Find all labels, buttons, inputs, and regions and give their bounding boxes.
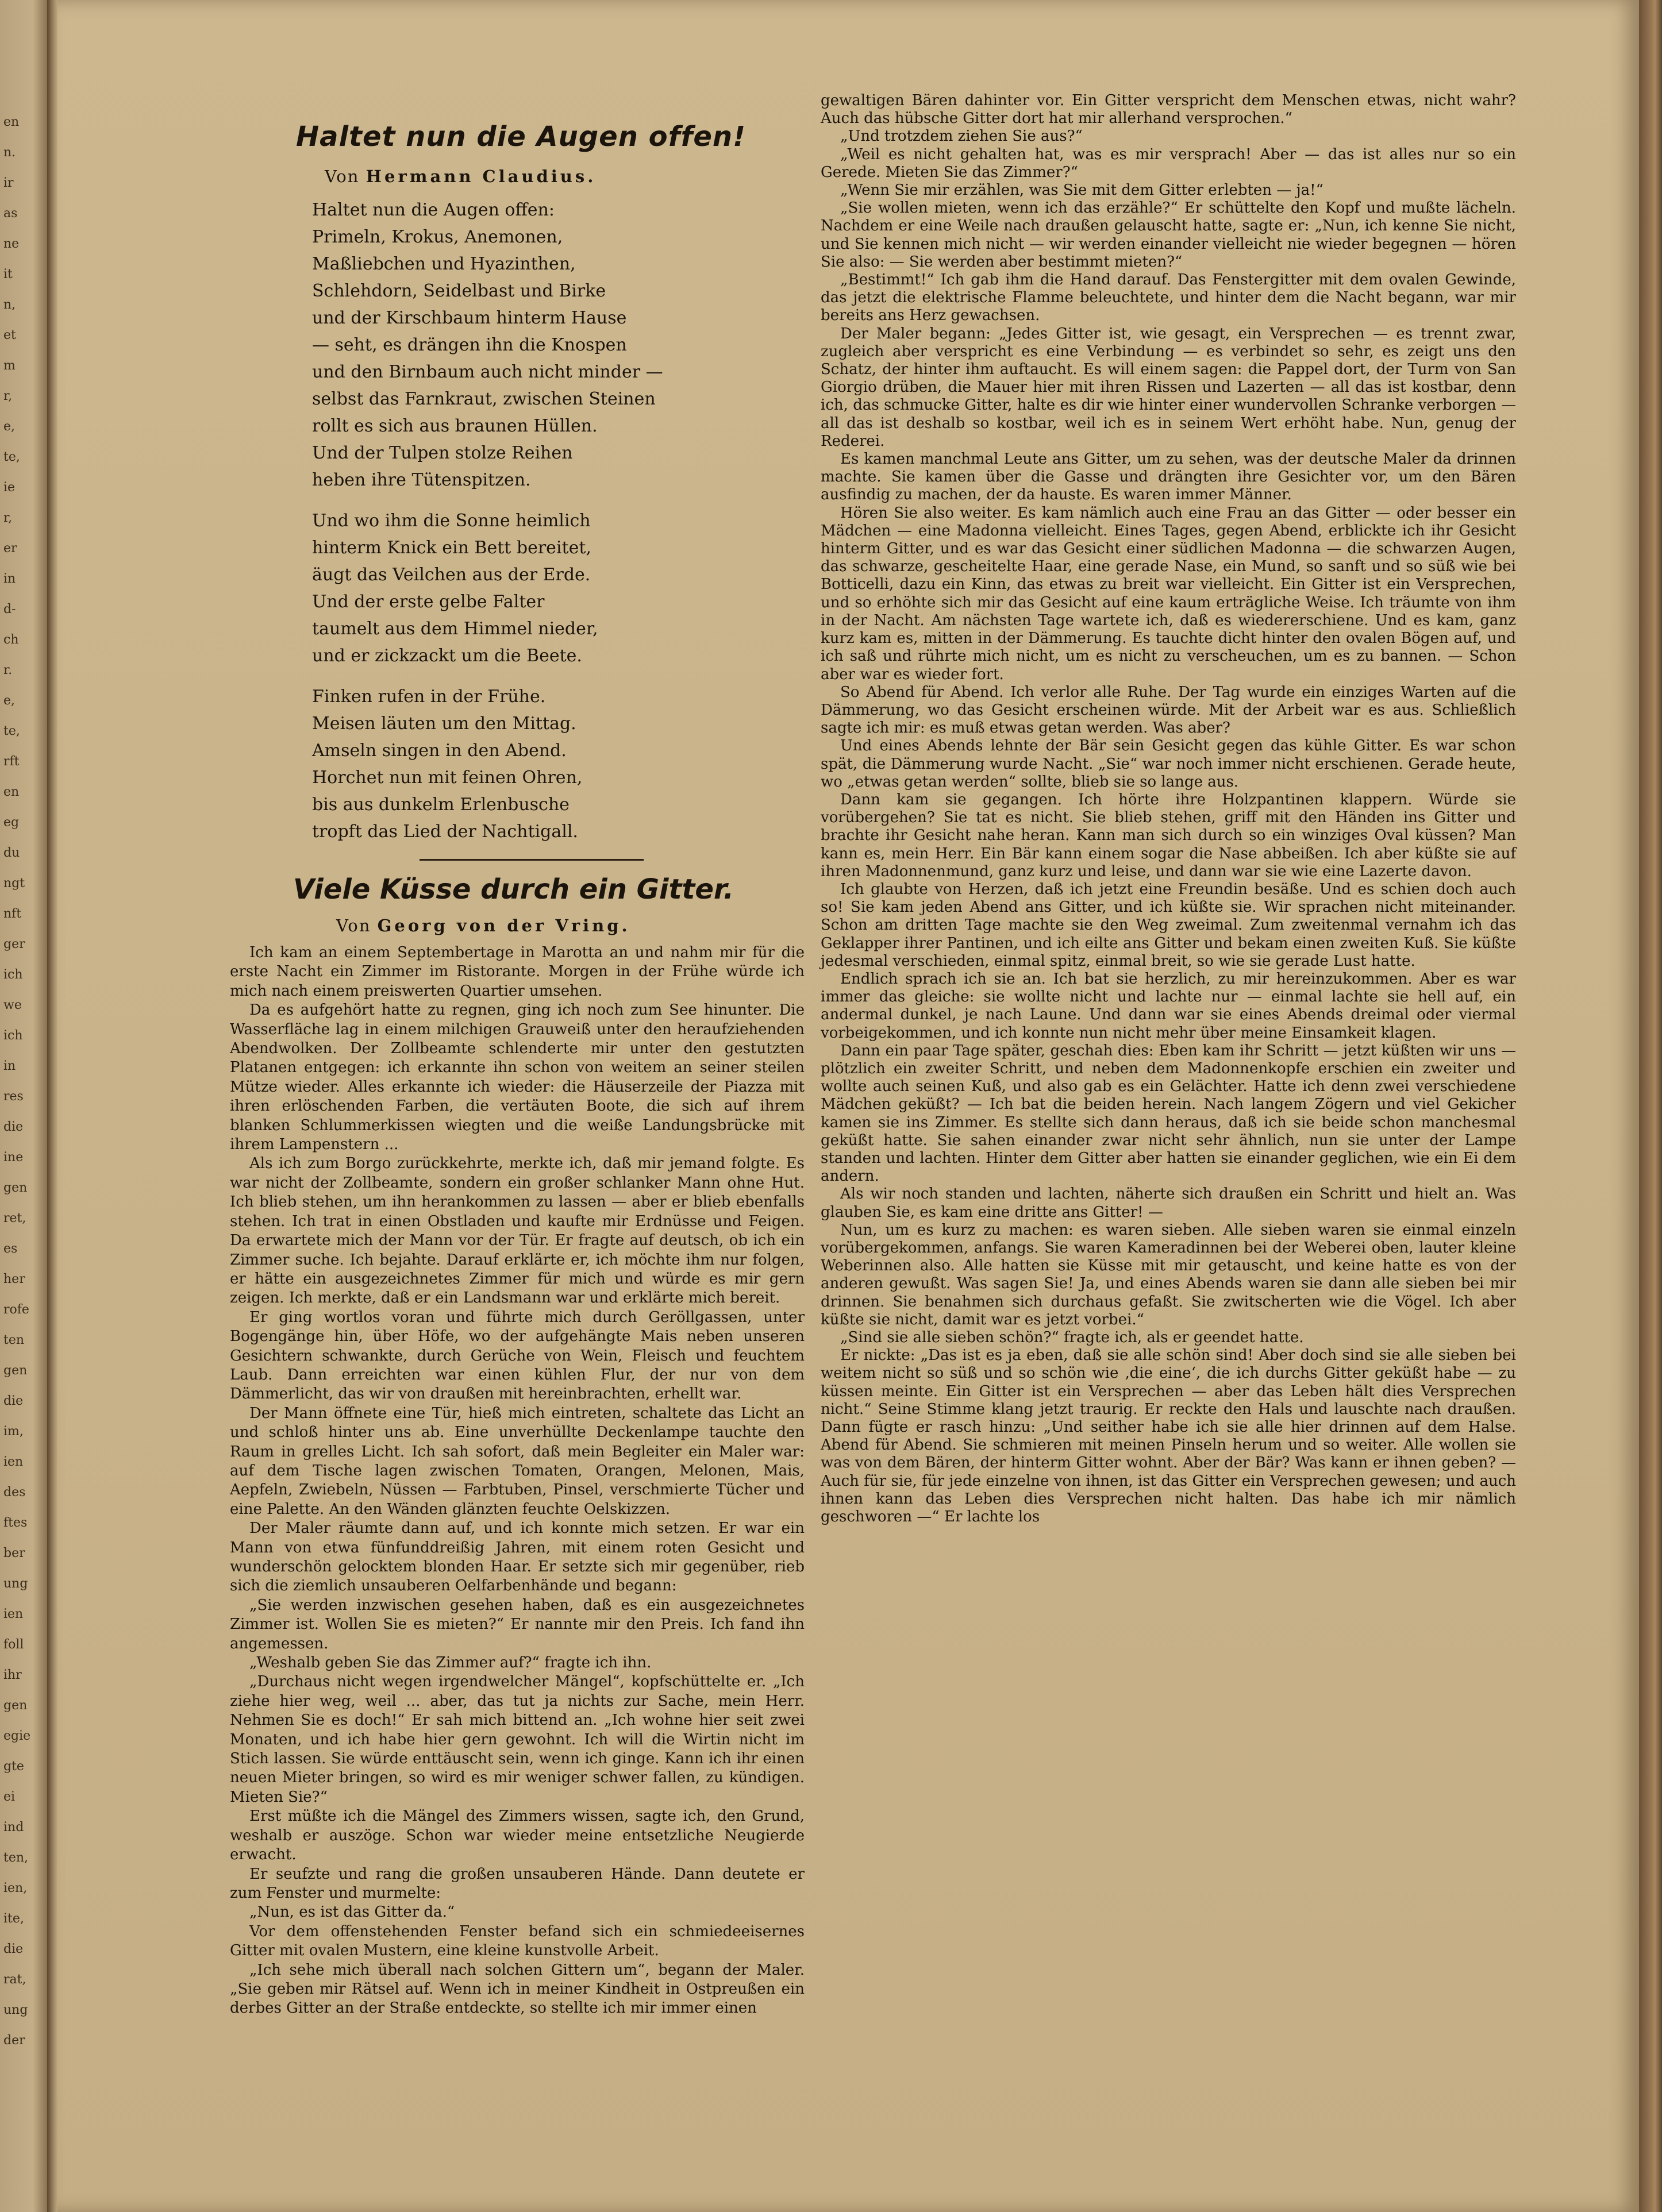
story-author: Georg von der Vring.	[377, 916, 630, 935]
previous-page-fragment: ind	[3, 1820, 24, 1835]
story-paragraph: „Sie werden inzwischen gesehen haben, daß es ein ausgezeichnetes Zimmer ist. Wollen Sie es mieten?“ Er nannte mir den Preis. Ich fand ihn angemessen.	[230, 1596, 805, 1652]
previous-page-fragment: er	[3, 541, 17, 556]
book-binding-edge	[1639, 0, 1662, 2212]
story-paragraph: „Sie wollen mieten, wenn ich das erzähle?“ Er schüttelte den Kopf und mußte lächeln. Nachdem er eine Weile nach draußen gelauscht hatte, sagte er: „Nun, ich kenne Sie nicht, und Sie kennen mich nicht — wir werden einander vielleicht nie wieder begegnen — hören Sie also: — Sie werden aber bestimmt mieten?“	[821, 199, 1516, 271]
previous-page-fragment: ien	[3, 1607, 24, 1621]
story-paragraph: Da es aufgehört hatte zu regnen, ging ich noch zum See hinunter. Die Wasserfläche lag in einem milchigen Grauweiß unter den heraufziehenden Abendwolken. Der Zollbeamte schlenderte mir unter den gestutzten Platanen entgegen: ich erkannte ihn schon von weitem an seiner steilen Mütze wieder. Alles erkannte ich wieder: die Häuserzeile der Piazza mit ihren erlöschenden Farben, die vertäuten Boote, die sich auf ihrem blanken Schlummerkissen wiegten und die weiße Landungsbrücke mit ihrem Lampenstern ...	[230, 1001, 805, 1154]
previous-page-fragment: n,	[3, 298, 16, 312]
previous-page-fragment: du	[3, 846, 20, 860]
story-paragraph: „Wenn Sie mir erzählen, was Sie mit dem Gitter erlebten — ja!“	[840, 182, 1324, 199]
story-paragraph: Der Maler begann: „Jedes Gitter ist, wie gesagt, ein Versprechen — es trennt zwar, zugleich aber verspricht es eine Verbindung — es verbindet so sehr, es zeigt uns den Schatz, der hinter ihm auftaucht. Es will einem sagen: die Pappel dort, der Turm von San Giorgio drüben, die Mauer hier mit ihren Rissen und Lazerten — all das ist kostbar, denn ich, das schmucke Gitter, halte es dir wie hinter einer wundervollen Schranke verborgen — all das ist deshalb so kostbar, weil ich es in seinem Wert erhöht habe. Nun, genug der Rederei.	[821, 325, 1516, 450]
previous-page-fragment: ich	[3, 968, 23, 982]
previous-page-fragment: e,	[3, 693, 16, 708]
previous-page-fragment: im,	[3, 1424, 24, 1439]
previous-page-fragment: der	[3, 2033, 25, 2048]
previous-page-fragment: es	[3, 1242, 18, 1256]
story-paragraph: „Nun, es ist das Gitter da.“	[249, 1903, 455, 1921]
poem-stanza	[312, 196, 805, 494]
story-paragraph: Und eines Abends lehnte der Bär sein Gesicht gegen das kühle Gitter. Es war schon spät, die Dämmerung wurde Nacht. „Sie“ war noch immer nicht erschienen. Gerade heute, wo „etwas getan werden“ sollte, blieb sie so lange aus.	[821, 737, 1516, 791]
poem-line: Und wo ihm die Sonne heimlich	[312, 511, 591, 531]
story-paragraph: Ich kam an einem Septembertage in Marotta an und nahm mir für die erste Nacht ein Zimmer im Ristorante. Morgen in der Frühe würde ich mich nach einem preiswerten Quartier umsehen.	[230, 944, 805, 1000]
previous-page-fragment: ger	[3, 937, 25, 951]
previous-page-fragment: res	[3, 1089, 24, 1104]
poem-line: Haltet nun die Augen offen:	[312, 200, 555, 220]
poem-line: tropft das Lied der Nachtigall.	[312, 822, 578, 842]
previous-page-fragment: ihr	[3, 1668, 22, 1682]
story-paragraph: „Und trotzdem ziehen Sie aus?“	[840, 128, 1083, 145]
poem-stanza	[312, 507, 805, 669]
previous-page-fragment: ite,	[3, 1912, 24, 1926]
previous-page-fragment: rft	[3, 754, 20, 769]
previous-page-fragment: ngt	[3, 876, 25, 891]
previous-page-fragment: her	[3, 1272, 25, 1286]
story-paragraph: Endlich sprach ich sie an. Ich bat sie herzlich, zu mir hereinzukommen. Aber es war immer das gleiche: sie wollte nicht und lachte nur — einmal lachte sie hell auf, ein andermal dunkel, je nach Laune. Und dann war sie eines Abends dreimal oder viermal vorbeigekommen, und ich konnte nun nicht mehr über meine Einsamkeit klagen.	[821, 970, 1516, 1042]
previous-page-fragment: in	[3, 1059, 16, 1073]
story-paragraph: Vor dem offenstehenden Fenster befand sich ein schmiedeeisernes Gitter mit ovalen Mustern, eine kleine kunstvolle Arbeit.	[230, 1922, 805, 1960]
story-paragraph: Hören Sie also weiter. Es kam nämlich auch eine Frau an das Gitter — oder besser ein Mädchen — eine Madonna vielleicht. Eines Tages, gegen Abend, erblickte ich ihr Gesicht hinterm Gitter, und es war das Gesicht einer südlichen Madonna — die schwarzen Augen, das schwarze, gescheitelte Haar, eine gerade Nase, ein Mund, so sanft und so süß wie bei Botticelli, dazu ein Kinn, das etwas zu breit war vielleicht. Ein Gitter ist ein Versprechen, und so erhöhte sich mir das Gesicht auf eine kaum erträgliche Weise. Ich träumte von ihm in der Nacht. Am nächsten Tage wartete ich, daß es wiedererschiene. Und es kam, ganz kurz kam es, mitten in der Dämmerung. Es tauchte dicht hinter den ovalen Bögen auf, und ich saß und rührte mich nicht, um es nicht zu verscheuchen, um es zu bannen. — Schon aber war es wieder fort.	[821, 504, 1516, 683]
story-paragraph: Der Maler räumte dann auf, und ich konnte mich setzen. Er war ein Mann von etwa fünfunddreißig Jahren, mit einem roten Gesicht und wunderschön gelocktem blonden Haar. Er setzte sich mir gegenüber, rieb sich die ziemlich unsauberen Oelfarbenhände und begann:	[230, 1520, 805, 1595]
book-gutter	[47, 0, 57, 2212]
story-text-right	[821, 92, 1516, 1526]
poem-line: — seht, es drängen ihn die Knospen	[312, 335, 627, 355]
poem-line: bis aus dunkelm Erlenbusche	[312, 795, 570, 815]
story-paragraph: „Weil es nicht gehalten hat, was es mir versprach! Aber — das ist alles nur so ein Gerede. Mieten Sie das Zimmer?“	[821, 145, 1516, 181]
story-title: Viele Küsse durch ein Gitter.	[293, 873, 734, 905]
previous-page-fragment: ftes	[3, 1516, 28, 1530]
poem-line: Horchet nun mit feinen Ohren,	[312, 768, 583, 788]
section-divider	[420, 859, 644, 861]
story-byline	[336, 916, 805, 935]
story-paragraph: Der Mann öffnete eine Tür, hieß mich eintreten, schaltete das Licht an und schloß hinter uns ab. Eine unverhüllte Deckenlampe tauchte den Raum in grelles Licht. Ich sah sofort, daß mein Begleiter ein Maler war: auf dem Tische lagen zwischen Tomaten, Orangen, Melonen, Mais, Aepfeln, Zwiebeln, Nüssen — Farbtuben, Pinsel, verschmierte Tücher und eine Palette. An den Wänden glänzten feuchte Oelskizzen.	[230, 1404, 805, 1518]
previous-page-fragment: rat,	[3, 1972, 26, 1987]
story-paragraph: Er ging wortlos voran und führte mich durch Geröllgassen, unter Bogengänge hin, über Höfe, wo der aufgehängte Mais neben unseren Gesichtern schwankte, durch Gerüche von Wein, Fleisch und feuchtem Laub. Dann erreichten war einen kühlen Flur, der nur von dem Dämmerlicht, das wir von draußen mit hereinbrachten, erhellt war.	[230, 1308, 805, 1403]
previous-page-fragment: in	[3, 572, 16, 586]
story-paragraph: „Sind sie alle sieben schön?“ fragte ich, als er geendet hatte.	[840, 1329, 1304, 1347]
left-column	[230, 121, 805, 2143]
poem-byline	[325, 167, 805, 186]
poem-line: Meisen läuten um den Mittag.	[312, 714, 576, 734]
story-paragraph: Nun, um es kurz zu machen: es waren sieben. Alle sieben waren sie einmal einzeln vorübergekommen, anfangs. Sie waren Kameradinnen bei der Weberei oben, lauter kleine Weberinnen also. Alle hatten sie Küsse mit mir getauscht, und keine hatte es von der anderen gewußt. Was sagen Sie! Ja, und eines Abends waren sie dann alle sieben bei mir drinnen. Sie benahmen sich durchaus gefaßt. Sie zwitscherten wie die Vögel. Ich aber küßte sie nicht, damit war es jetzt vorbei.“	[821, 1221, 1516, 1328]
previous-page-fragment: gen	[3, 1698, 28, 1713]
previous-page-fragment: gte	[3, 1759, 24, 1774]
poem-line: Und der erste gelbe Falter	[312, 592, 545, 612]
story-paragraph: Dann kam sie gegangen. Ich hörte ihre Holzpantinen klappern. Würde sie vorübergehen? Sie tat es nicht. Sie blieb stehen, griff mit den Händen ins Gitter und brachte ihr Gesicht nahe heran. Kann man sich durch so ein winziges Oval küssen? Man kann es, mein Herr. Ein Bär kann einem sogar die Nase abbeißen. Ich aber küßte sie auf ihren Madonnenmund, ganz kurz und leise, und dann war sie wie eine Lazerte davon.	[821, 791, 1516, 880]
story-text-left	[230, 943, 805, 2018]
previous-page-fragment: eg	[3, 815, 20, 830]
poem-line: und den Birnbaum auch nicht minder —	[312, 362, 663, 382]
story-paragraph: Erst müßte ich die Mängel des Zimmers wissen, sagte ich, den Grund, weshalb er auszöge. Schon war wieder meine entsetzliche Neugierde erwacht.	[230, 1808, 805, 1864]
previous-page-fragment: m	[3, 359, 16, 373]
poem-line: heben ihre Tütenspitzen.	[312, 470, 531, 490]
previous-page-fragment: r.	[3, 663, 13, 677]
previous-page-fragment: des	[3, 1485, 26, 1500]
story-paragraph: Als ich zum Borgo zurückkehrte, merkte ich, daß mir jemand folgte. Es war nicht der Zollbeamte, sondern ein großer schlanker Mann ohne Hut. Ich blieb stehen, um ihn herankommen zu lassen — aber er blieb ebenfalls stehen. Ich trat in einen Obstladen und kaufte mir Erdnüsse und Feigen. Da erwartete mich der Mann vor der Tür. Er fragte auf deutsch, ob ich ein Zimmer suche. Ich bejahte. Darauf erklärte er, ich möchte ihm nur folgen, er hätte ein ausgezeichnetes Zimmer für mich und würde es mir gern zeigen. Ich merkte, daß er ein Landsmann war und erklärte mich bereit.	[230, 1155, 805, 1307]
previous-page-fragment: ie	[3, 480, 16, 495]
previous-page-fragment: die	[3, 1120, 24, 1134]
story-byline-prefix: Von	[336, 916, 371, 935]
poem-byline-prefix: Von	[325, 167, 360, 186]
previous-page-fragment: gen	[3, 1363, 28, 1378]
previous-page-fragment: foll	[3, 1637, 24, 1652]
previous-page-fragment: ien	[3, 1455, 24, 1469]
story-paragraph: „Bestimmt!“ Ich gab ihm die Hand darauf. Das Fenstergitter mit dem ovalen Gewinde, das jetzt die elektrische Flamme beleuchtete, und hinter dem die Nacht begann, war mir bereits ans Herz gewachsen.	[821, 271, 1516, 325]
story-paragraph: Dann ein paar Tage später, geschah dies: Eben kam ihr Schritt — jetzt küßten wir uns — plötzlich ein zweiter Schritt, und neben dem Madonnenkopfe erschien ein zweiter und wollte auch seinen Kuß, und also gab es ein Gelächter. Hatte ich denn zwei verschiedene Mädchen geküßt? — Ich bat die beiden herein. Nach langem Zögern und viel Gekicher kamen sie ins Zimmer. Es stellte sich dann heraus, daß ich sie beide schon manchesmal geküßt hatte. Sie sahen einander zwar nicht sehr ähnlich, nun sie unter der Lampe standen und lachten. Hinter dem Gitter aber hatten sie einander geglichen, wie ein Ei dem andern.	[821, 1042, 1516, 1185]
previous-page-fragment: ung	[3, 2003, 28, 2017]
previous-page-fragment: egie	[3, 1729, 31, 1743]
previous-page-fragment: et	[3, 328, 16, 342]
previous-page-fragment: te,	[3, 450, 20, 464]
poem-line: Primeln, Krokus, Anemonen,	[312, 227, 563, 247]
previous-page-fragment: e,	[3, 419, 16, 434]
story-paragraph: Ich glaubte von Herzen, daß ich jetzt eine Freundin besäße. Und es schien doch auch so! Sie kam jeden Abend ans Gitter, und ich küßte sie. Wir sprachen nicht miteinander. Schon am dritten Tage machte sie den Weg zweimal. Zum zweitenmal vernahm ich das Geklapper ihrer Pantinen, und ich eilte ans Gitter und bekam einen zweiten Kuß. Sie küßte jedesmal verschieden, einmal spitz, einmal breit, so wie sie gerade Lust hatte.	[821, 880, 1516, 970]
poem-line: äugt das Veilchen aus der Erde.	[312, 565, 591, 585]
story-paragraph: „Weshalb geben Sie das Zimmer auf?“ fragte ich ihn.	[249, 1654, 652, 1672]
previous-page-fragment: we	[3, 998, 22, 1012]
story-paragraph: „Durchaus nicht wegen irgendwelcher Mängel“, kopfschüttelte er. „Ich ziehe hier weg, weil ... aber, das tut ja nichts zur Sache, mein Herr. Nehmen Sie es doch!“ Er sah mich bittend an. „Ich wohne hier seit zwei Monaten, und ich habe hier gern gewohnt. Ich will die Wirtin nicht im Stich lassen. Sie würde enttäuscht sein, wenn ich ginge. Kann ich ihr einen neuen Mieter bringen, so wird es mir weniger schwer fallen, zu kündigen. Mieten Sie?“	[230, 1673, 805, 1806]
poem-line: und er zickzackt um die Beete.	[312, 646, 582, 666]
previous-page-fragment: ich	[3, 1028, 23, 1043]
previous-page-fragment: ien,	[3, 1881, 28, 1895]
previous-page-fragment: ret,	[3, 1211, 26, 1226]
poem-author: Hermann Claudius.	[366, 167, 597, 186]
right-column	[821, 92, 1516, 2114]
previous-page-fragment: die	[3, 1394, 24, 1408]
previous-page-fragment: ung	[3, 1577, 28, 1591]
previous-page-fragment: nft	[3, 907, 22, 921]
previous-page-fragment: en	[3, 115, 20, 129]
poem-line: taumelt aus dem Himmel nieder,	[312, 619, 598, 639]
poem-title: Haltet nun die Augen offen!	[296, 121, 746, 153]
previous-page-fragment: gen	[3, 1181, 28, 1195]
story-paragraph: So Abend für Abend. Ich verlor alle Ruhe. Der Tag wurde ein einziges Warten auf die Dämmerung, wo das Gesicht erscheinen würde. Mit der Arbeit war es aus. Schließlich sagte ich mir: es muß etwas getan werden. Was aber?	[821, 683, 1516, 737]
poem-line: hinterm Knick ein Bett bereitet,	[312, 538, 591, 558]
story-paragraph: „Ich sehe mich überall nach solchen Gittern um“, begann der Maler. „Sie geben mir Rätsel auf. Wenn ich in meiner Kindheit in Ostpreußen ein derbes Gitter an der Straße entdeckte, so stellte ich mir immer einen	[230, 1961, 805, 2017]
previous-page-fragment: r,	[3, 511, 13, 525]
poem-line: Amseln singen in den Abend.	[312, 741, 567, 761]
poem-line: rollt es sich aus braunen Hüllen.	[312, 416, 598, 436]
previous-page-fragment: ten	[3, 1333, 25, 1347]
previous-page-fragment: r,	[3, 389, 13, 403]
previous-page-edge	[0, 0, 47, 2212]
previous-page-fragment: n.	[3, 145, 16, 160]
poem-line: und der Kirschbaum hinterm Hause	[312, 308, 627, 328]
previous-page-fragment: ine	[3, 1150, 24, 1165]
previous-page-fragment: it	[3, 267, 13, 282]
story-paragraph: Es kamen manchmal Leute ans Gitter, um zu sehen, was der deutsche Maler da drinnen machte. Sie kamen über die Gasse und drängten ihre Gesichter vor, um den Bären ausfindig zu machen, der da hauste. Es waren immer Männer.	[821, 450, 1516, 504]
poem-line: Maßliebchen und Hyazinthen,	[312, 254, 576, 274]
poem-line: Und der Tulpen stolze Reihen	[312, 443, 573, 463]
magazine-page	[57, 0, 1639, 2212]
poem-line: selbst das Farnkraut, zwischen Steinen	[312, 389, 656, 409]
previous-page-fragment: ten,	[3, 1851, 29, 1865]
previous-page-fragment: ber	[3, 1546, 25, 1560]
story-paragraph: Er nickte: „Das ist es ja eben, daß sie alle schön sind! Aber doch sind sie alle sieben bei weitem nicht so süß und so schön wie ‚die eine‘, die ich durchs Gitter geküßt habe — zu küssen meinte. Ein Gitter ist ein Versprechen — aber das Leben hält dies Versprechen nicht.“ Seine Stimme klang jetzt traurig. Er reckte den Hals und lauschte nach draußen. Dann fügte er rasch hinzu: „Und seither habe ich sie alle hier drinnen auf dem Halse. Abend für Abend. Sie schmieren mit meinen Pinseln herum und so weiter. Alle wollen sie was von dem Bären, der hinterm Gitter wohnt. Aber der Bär? Was kann er ihnen geben? — Auch für sie, für jede einzelne von ihnen, ist das Gitter ein Versprechen gewesen; und auch ihnen kann das Leben dies Versprechen nicht halten. Das habe ich mir nämlich geschworen —“ Er lachte los	[821, 1347, 1516, 1526]
poem-line: Finken rufen in der Frühe.	[312, 687, 546, 707]
poem-body	[312, 196, 805, 845]
previous-page-fragment: rofe	[3, 1302, 29, 1317]
previous-page-fragment: ir	[3, 176, 14, 190]
previous-page-fragment: en	[3, 785, 20, 799]
story-paragraph: gewaltigen Bären dahinter vor. Ein Gitter verspricht dem Menschen etwas, nicht wahr? Auch das hübsche Gitter dort hat mir allerhand versprochen.“	[821, 92, 1516, 128]
previous-page-fragment: as	[3, 206, 18, 221]
previous-page-fragment: te,	[3, 724, 20, 738]
previous-page-fragment: d-	[3, 602, 16, 616]
previous-page-fragment: ne	[3, 237, 20, 251]
poem-stanza	[312, 683, 805, 845]
previous-page-fragment: die	[3, 1942, 24, 1956]
story-paragraph: Er seufzte und rang die großen unsauberen Hände. Dann deutete er zum Fenster und murmelte:	[230, 1865, 805, 1902]
previous-page-fragment: ei	[3, 1790, 16, 1804]
story-paragraph: Als wir noch standen und lachten, näherte sich draußen ein Schritt und hielt an. Was glauben Sie, es kam eine dritte ans Gitter! —	[821, 1185, 1516, 1221]
previous-page-fragment: ch	[3, 633, 19, 647]
poem-line: Schlehdorn, Seidelbast und Birke	[312, 281, 606, 301]
